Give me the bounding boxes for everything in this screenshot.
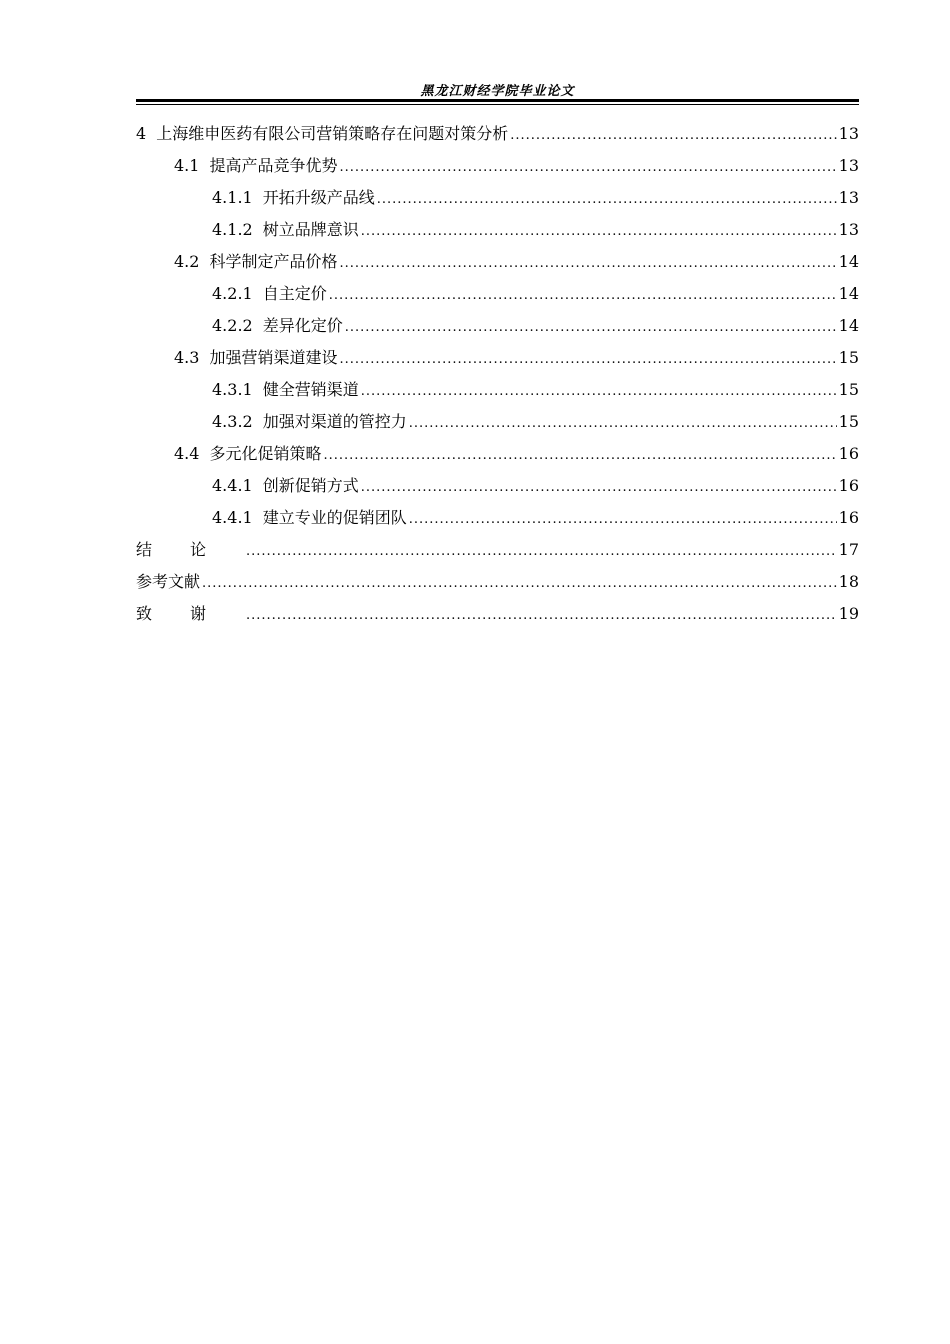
toc-entry-page: 15: [838, 380, 859, 399]
toc-entry-label: 科学制定产品价格: [209, 252, 338, 271]
toc-entry-page: 15: [838, 412, 859, 431]
toc-entry-number: 4.4.1: [212, 508, 253, 527]
toc-leader-dots: [510, 120, 836, 150]
toc-entry-label: 建立专业的促销团队: [262, 508, 407, 527]
toc-leader-dots: [202, 568, 837, 598]
toc-leader-dots: [339, 248, 836, 278]
toc-entry-number: 4.3.1: [212, 380, 253, 399]
toc-entry-page: 14: [838, 252, 859, 271]
header-rule-thin: [136, 104, 859, 105]
toc-entry[interactable]: [136, 342, 859, 374]
toc-entry[interactable]: [136, 374, 859, 406]
page-header: [136, 78, 859, 106]
toc-entry-number: 4.1.1: [212, 188, 253, 207]
toc-leader-dots: [409, 504, 837, 534]
toc-leader-dots: [246, 600, 837, 630]
toc-entry[interactable]: [136, 470, 859, 502]
toc-entry-page: 19: [838, 604, 859, 623]
toc-entry-number: 4.2.2: [212, 316, 253, 335]
toc-leader-dots: [409, 408, 837, 438]
toc-entry[interactable]: [136, 406, 859, 438]
toc-entry[interactable]: [136, 246, 859, 278]
toc-entry[interactable]: [136, 598, 859, 630]
toc-entry[interactable]: [136, 150, 859, 182]
toc-entry-label: 结论: [136, 540, 245, 559]
toc-entry-label: 自主定价: [262, 284, 327, 303]
toc-entry-label: 加强营销渠道建设: [209, 348, 338, 367]
toc-entry-label: 多元化促销策略: [209, 444, 322, 463]
toc-entry-number: 4.1: [174, 156, 200, 175]
toc-entry-label: 提高产品竞争优势: [209, 156, 338, 175]
toc-entry-number: 4.2.1: [212, 284, 253, 303]
toc-entry[interactable]: [136, 310, 859, 342]
toc-entry[interactable]: [136, 118, 859, 150]
toc-entry-page: 13: [838, 124, 859, 143]
toc-entry-page: 13: [838, 188, 859, 207]
toc-leader-dots: [323, 440, 836, 470]
toc-entry[interactable]: [136, 502, 859, 534]
toc-entry-page: 16: [838, 476, 859, 495]
toc-leader-dots: [246, 536, 837, 566]
toc-entry[interactable]: [136, 214, 859, 246]
toc-entry-number: 4.4: [174, 444, 200, 463]
toc-leader-dots: [361, 216, 837, 246]
toc-entry-label: 参考文献: [136, 572, 201, 591]
toc-entry-label: 上海维申医药有限公司营销策略存在问题对策分析: [156, 124, 509, 143]
toc-entry-label: 加强对渠道的管控力: [262, 412, 407, 431]
header-title: 黑龙江财经学院毕业论文: [420, 84, 575, 99]
table-of-contents: [136, 118, 859, 630]
toc-entry-page: 16: [838, 444, 859, 463]
toc-entry-number: 4: [136, 124, 147, 143]
toc-entry-page: 13: [838, 156, 859, 175]
toc-entry-page: 14: [838, 316, 859, 335]
toc-entry[interactable]: [136, 438, 859, 470]
toc-leader-dots: [377, 184, 837, 214]
toc-entry-label: 差异化定价: [262, 316, 343, 335]
toc-entry-label: 开拓升级产品线: [262, 188, 375, 207]
toc-entry-number: 4.4.1: [212, 476, 253, 495]
toc-leader-dots: [345, 312, 837, 342]
toc-entry-label: 树立品牌意识: [262, 220, 359, 239]
toc-entry-page: 17: [838, 540, 859, 559]
toc-leader-dots: [361, 376, 837, 406]
toc-entry-page: 15: [838, 348, 859, 367]
toc-entry-page: 14: [838, 284, 859, 303]
toc-entry[interactable]: [136, 278, 859, 310]
header-rule-thick: [136, 99, 859, 102]
toc-entry-page: 16: [838, 508, 859, 527]
toc-entry[interactable]: [136, 534, 859, 566]
toc-entry[interactable]: [136, 182, 859, 214]
toc-leader-dots: [339, 344, 836, 374]
toc-entry-page: 13: [838, 220, 859, 239]
toc-leader-dots: [361, 472, 837, 502]
toc-entry-number: 4.2: [174, 252, 200, 271]
toc-entry-label: 创新促销方式: [262, 476, 359, 495]
toc-entry-label: 健全营销渠道: [262, 380, 359, 399]
toc-leader-dots: [329, 280, 837, 310]
toc-leader-dots: [339, 152, 836, 182]
toc-entry[interactable]: [136, 566, 859, 598]
toc-entry-label: 致谢: [136, 604, 245, 623]
toc-entry-number: 4.1.2: [212, 220, 253, 239]
toc-entry-page: 18: [838, 572, 859, 591]
toc-entry-number: 4.3: [174, 348, 200, 367]
toc-entry-number: 4.3.2: [212, 412, 253, 431]
